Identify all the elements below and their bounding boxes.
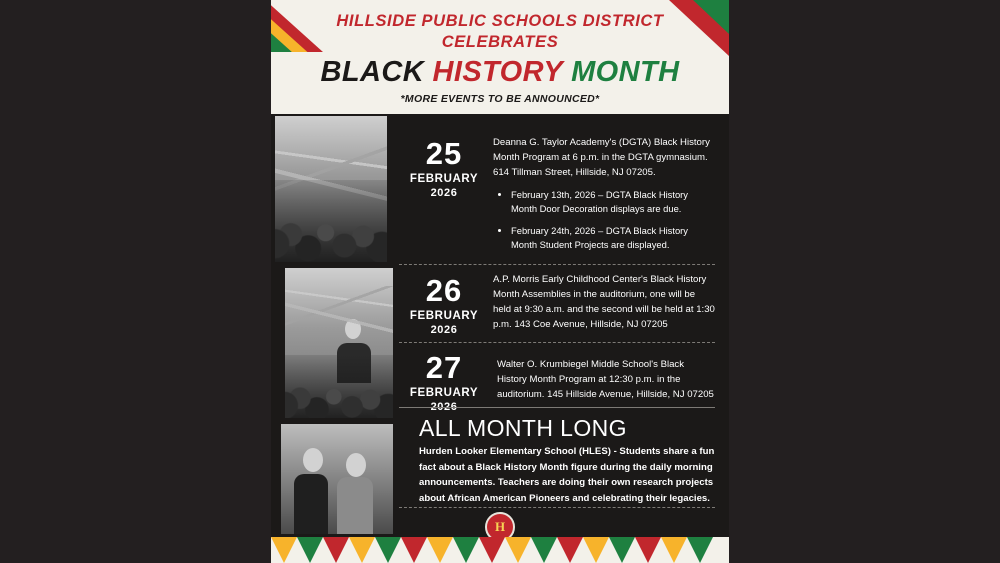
photo-speaker-waving [285, 268, 393, 418]
event-bullet-1-1: • February 13th, 2026 – DGTA Black History Month Door Decoration displays are due. [511, 188, 711, 217]
bottom-triangle-border [271, 537, 729, 563]
bottom-triangle [271, 537, 297, 563]
event-month-2: FEBRUARY [409, 310, 479, 322]
bottom-triangle [687, 537, 713, 563]
title-word-month: MONTH [571, 56, 680, 88]
event-day-2: 26 [425, 273, 463, 308]
bottom-triangle [453, 537, 479, 563]
celebrates-line: CELEBRATES [441, 33, 559, 51]
event-year-1: 2026 [430, 187, 458, 199]
divider-1 [399, 264, 715, 265]
divider-2 [399, 342, 715, 343]
divider-3 [399, 407, 715, 408]
bottom-triangle [583, 537, 609, 563]
title-word-black: BLACK [320, 56, 425, 88]
bottom-triangle [609, 537, 635, 563]
logo-letter: H [494, 519, 506, 534]
header-text-block [271, 12, 729, 105]
bottom-triangle [635, 537, 661, 563]
event-date-3 [401, 352, 487, 413]
photo-civil-rights-crowd [275, 116, 387, 262]
event-bullets-1 [493, 188, 711, 253]
event-date-2 [401, 275, 487, 336]
flyer-header [271, 0, 729, 114]
more-events-note: *MORE EVENTS TO BE ANNOUNCED* [400, 93, 600, 106]
event-description-1 [493, 136, 711, 260]
event-description-text-3: Walter O. Krumbiegel Middle School's Black History Month Program at 12:30 p.m. in the auditorium. 145 Hillside Avenue, Hillside, NJ 07205 [497, 359, 714, 400]
divider-4 [399, 507, 715, 508]
photo-couple-portrait [281, 424, 393, 534]
bottom-triangle [401, 537, 427, 563]
left-backdrop [0, 0, 271, 563]
event-description-text-1: Deanna G. Taylor Academy's (DGTA) Black History Month Program at 6 p.m. in the DGTA gymnasium. 614 Tillman Street, Hillside, NJ 07205. [493, 137, 710, 178]
title-word-history: HISTORY [432, 56, 563, 88]
bottom-triangle [557, 537, 583, 563]
event-description-3 [497, 358, 715, 403]
bottom-triangle [323, 537, 349, 563]
flyer-sheet [271, 0, 729, 563]
bottom-triangle [661, 537, 687, 563]
event-day-1: 25 [425, 136, 463, 171]
event-year-3: 2026 [430, 401, 458, 413]
event-description-text-2: A.P. Morris Early Childhood Center's Black History Month Assemblies in the auditorium, one will be held at 9:30 a.m. and the second will be held at 1:30 p.m. 143 Coe Avenue, Hillside, NJ 07205 [493, 274, 715, 330]
event-month-1: FEBRUARY [409, 173, 479, 185]
all-month-body: Hurden Looker Elementary School (HLES) - Students share a fun fact about a Black History Month figure during the daily morning announcements. Teachers are doing their own research projects about African American Pioneers and celebrating their legacies. [419, 446, 715, 504]
event-description-2 [493, 273, 715, 332]
bottom-triangle [349, 537, 375, 563]
event-date-1 [401, 138, 487, 199]
main-title [271, 57, 729, 87]
event-year-2: 2026 [430, 324, 458, 336]
all-month-title: ALL MONTH LONG [419, 415, 627, 441]
bottom-triangle [479, 537, 505, 563]
bottom-triangle [297, 537, 323, 563]
event-day-3: 27 [425, 350, 463, 385]
event-month-3: FEBRUARY [409, 387, 479, 399]
event-bullet-1-2: • February 24th, 2026 – DGTA Black History Month Student Projects are displayed. [511, 224, 711, 253]
bottom-triangle [375, 537, 401, 563]
bottom-triangle [505, 537, 531, 563]
bottom-triangle [427, 537, 453, 563]
bottom-triangle [531, 537, 557, 563]
district-line: HILLSIDE PUBLIC SCHOOLS DISTRICT [336, 12, 664, 30]
right-backdrop [729, 0, 1000, 563]
